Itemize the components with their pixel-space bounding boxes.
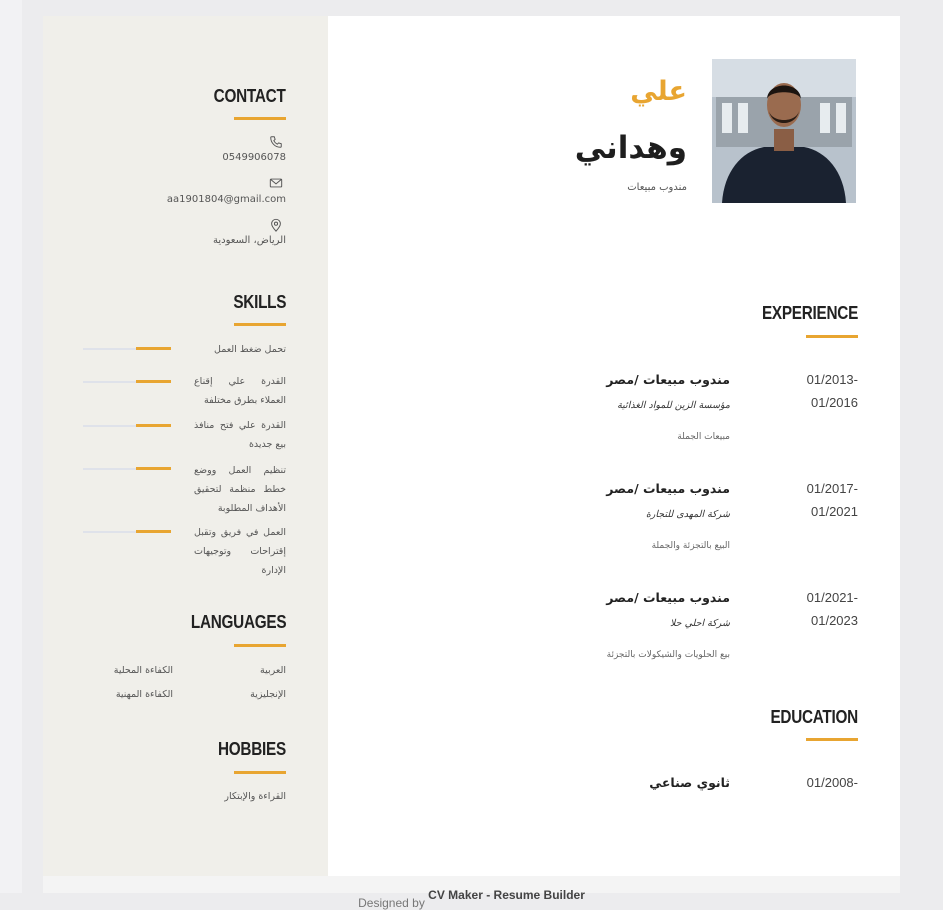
skill-level-fill [136, 530, 171, 533]
contact-heading-underline [234, 117, 286, 120]
experience-company: مؤسسة الزين للمواد الغذائية [617, 400, 730, 411]
contact-phone[interactable]: 0549906078 [222, 152, 286, 163]
footer-credit [43, 876, 900, 910]
experience-title: مندوب مبيعات /مصر [606, 372, 730, 387]
experience-date-end: 01/2023 [811, 613, 858, 628]
languages-heading: LANGUAGES [190, 612, 286, 632]
footer-prefix: Designed by [358, 896, 425, 910]
experience-description: البيع بالتجزئة والجملة [651, 541, 730, 551]
experience-title: مندوب مبيعات /مصر [606, 590, 730, 605]
contact-email[interactable]: aa1901804@gmail.com [166, 194, 286, 205]
language-name: الإنجليزية [250, 689, 286, 700]
experience-title: مندوب مبيعات /مصر [606, 481, 730, 496]
hobbies-heading-underline [234, 771, 286, 774]
contact-heading: CONTACT [214, 86, 286, 106]
envelope-icon [269, 176, 283, 190]
language-name: العربية [260, 665, 286, 676]
skill-label: تحمل ضغط العمل [214, 344, 286, 355]
skill-label: تنظيم العمل ووضع خطط منظمة لتحقيق الأهداف المطلوبة [194, 465, 286, 514]
language-level: الكفاءة المهنية [115, 689, 173, 700]
skill-level-fill [136, 424, 171, 427]
experience-date-end: 01/2021 [811, 504, 858, 519]
background-strip-left [0, 0, 22, 893]
experience-date-end: 01/2016 [811, 395, 858, 410]
experience-heading: EXPERIENCE [761, 303, 858, 323]
skill-level-bar [83, 468, 171, 470]
profile-photo-image [712, 59, 856, 203]
skill-level-fill [136, 380, 171, 383]
experience-description: مبيعات الجملة [677, 432, 730, 442]
skill-level-fill [136, 347, 171, 350]
map-pin-icon [269, 218, 283, 232]
job-title: مندوب مبيعات [627, 182, 687, 193]
skill-level-bar [83, 348, 171, 350]
experience-description: بيع الحلويات والشيكولات بالتجزئة [606, 650, 730, 660]
experience-heading-underline [806, 335, 858, 338]
background-margin-left [22, 0, 43, 893]
resume-main [328, 16, 900, 876]
education-date-start: 01/2008- [806, 775, 858, 790]
experience-company: شركة احلي حلا [670, 618, 730, 629]
resume-page [43, 16, 900, 876]
phone-icon [269, 135, 283, 149]
skills-heading: SKILLS [233, 292, 286, 312]
skills-heading-underline [234, 323, 286, 326]
experience-date-start: 01/2021- [806, 590, 858, 605]
hobby-item: القراءة والإبتكار [224, 791, 286, 802]
experience-date-start: 01/2013- [806, 372, 858, 387]
skill-level-bar [83, 425, 171, 427]
last-name: وهداني [574, 130, 687, 166]
language-level: الكفاءة المحلية [113, 665, 173, 676]
experience-date-start: 01/2017- [806, 481, 858, 496]
contact-location: الرياض، السعودية [212, 235, 286, 246]
hobbies-heading: HOBBIES [218, 739, 286, 759]
experience-company: شركة المهدى للتجارة [645, 509, 730, 520]
background-margin-right [900, 0, 943, 893]
education-title: ثانوي صناعي [649, 775, 730, 790]
education-heading: EDUCATION [770, 707, 858, 727]
skill-label: القدرة علي إقناع العملاء بطرق مختلفة [194, 376, 286, 406]
skill-level-bar [83, 531, 171, 533]
footer-brand-link[interactable]: CV Maker - Resume Builder [428, 888, 585, 902]
resume-sidebar [43, 16, 328, 876]
skill-level-fill [136, 467, 171, 470]
skill-level-bar [83, 381, 171, 383]
profile-photo [712, 59, 856, 203]
education-heading-underline [806, 738, 858, 741]
skill-label: القدرة علي فتح منافذ بيع جديدة [194, 420, 286, 450]
languages-heading-underline [234, 644, 286, 647]
skill-label: العمل في فريق وتقبل إقتراحات وتوجيهات الإدارة [194, 527, 286, 576]
first-name: علي [630, 76, 687, 107]
